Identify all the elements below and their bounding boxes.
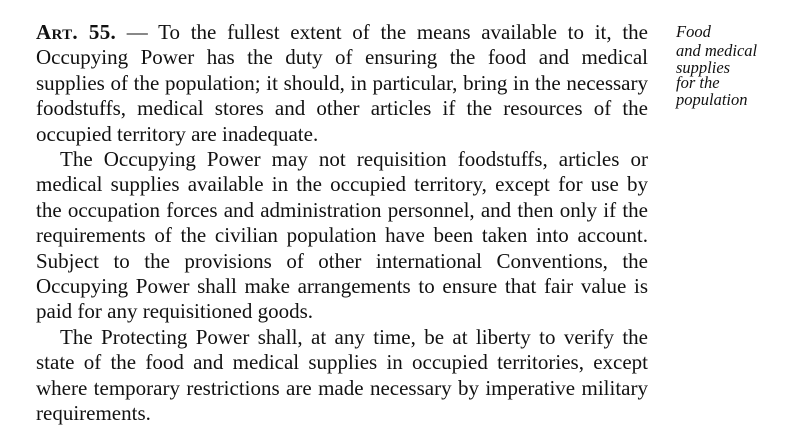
margin-note-line: for the [676, 73, 720, 92]
article-number: Art. 55. [36, 20, 117, 44]
article-paragraph-3: The Protecting Power shall, at any time, be at liberty to verify the state of the food and medical supplies in occupied territories, except where temporary restrictions are made necessary by imperative military requirements. [36, 324, 648, 426]
margin-note-line: Food [676, 22, 711, 41]
article-paragraph-1-text: To the fullest extent of the means available to it, the Occupying Power has the duty of ensuring the food and medical supplies of the population; it should, in particular, bring in the necessary foodstuffs, medical stores and other articles if the resources of the occupied territory are inadequate. [36, 20, 649, 146]
article-paragraph-1 [36, 20, 648, 147]
article-paragraph-2: The Occupying Power may not requisition foodstuffs, articles or medical supplies available in the occupied territory, except for use by the occupation forces and administration personnel, and then only if the requirements of the civilian population have been taken into account. Subject to the provisions of other international Conventions, the Occupying Power shall make arrangements to ensure that fair value is paid for any requisitioned goods. [36, 147, 648, 324]
margin-note-line: and medical [676, 41, 758, 60]
margin-note-line: population [676, 90, 748, 109]
article-dash: — [116, 20, 159, 44]
article-body [36, 20, 648, 427]
margin-note-line: supplies [676, 58, 731, 77]
margin-note [676, 22, 794, 109]
